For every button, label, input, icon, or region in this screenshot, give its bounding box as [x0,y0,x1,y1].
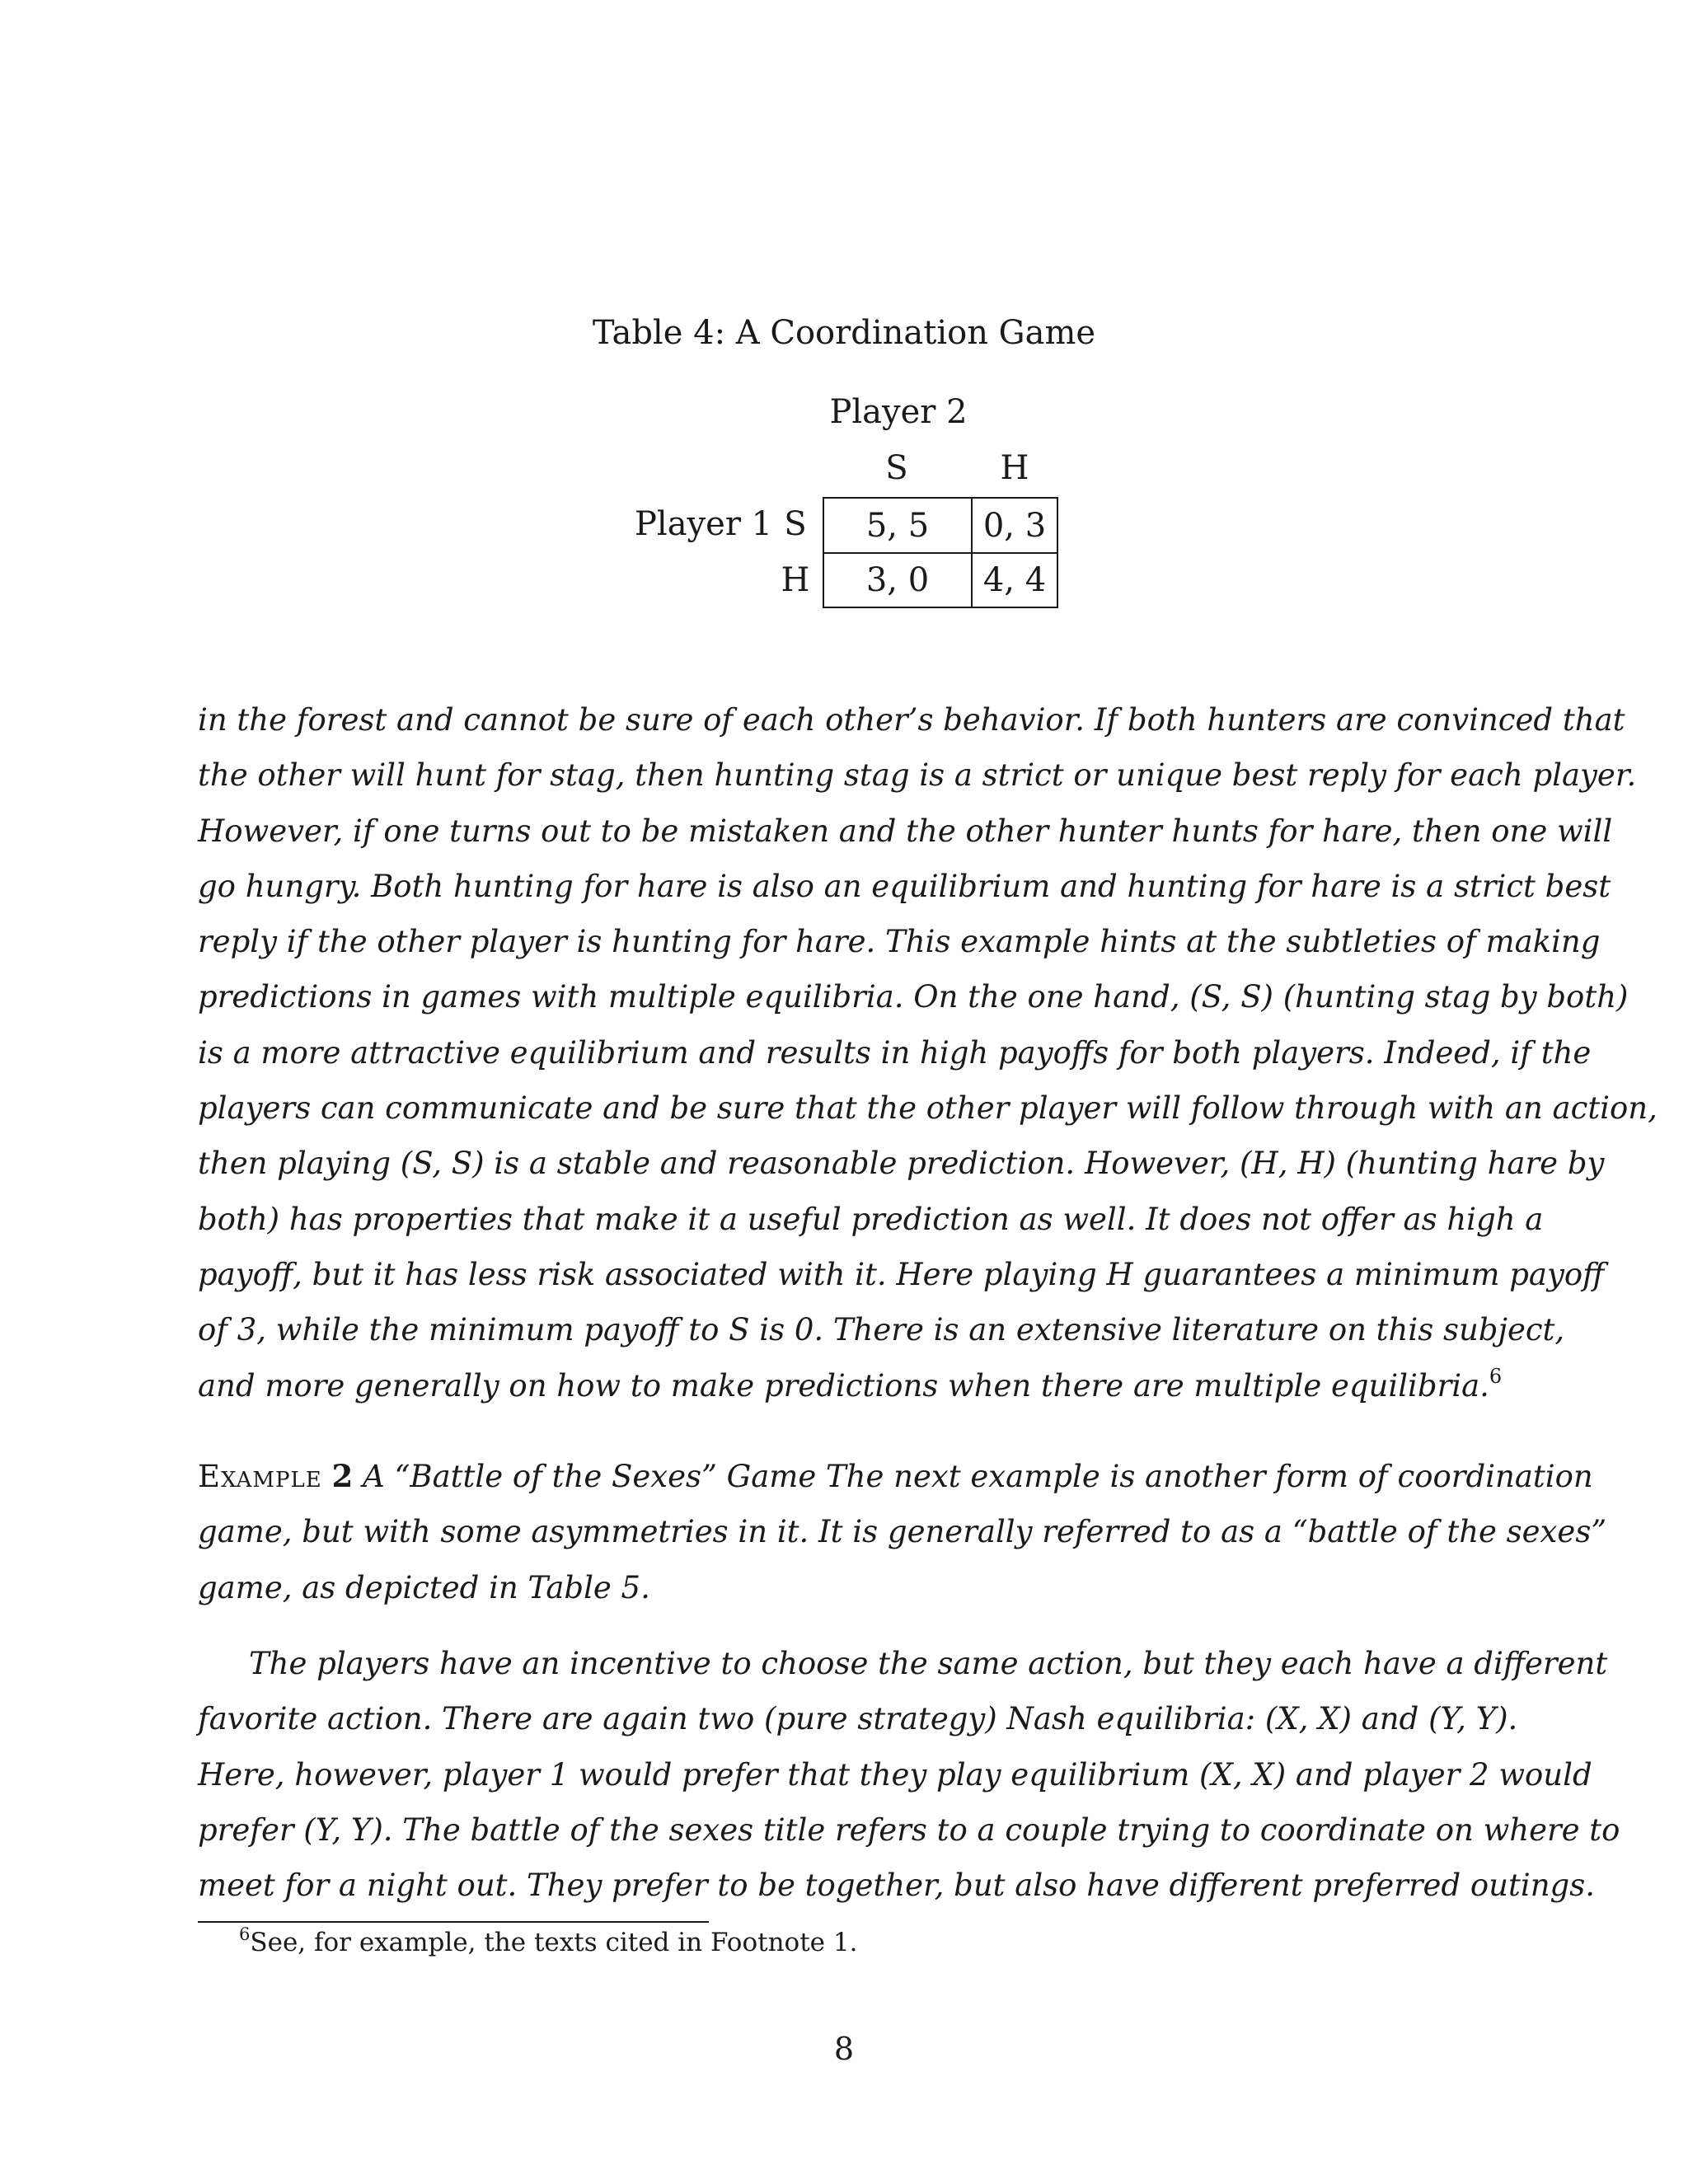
footnote-marker: 6 [239,1924,251,1944]
text-line: reply if the other player is hunting for hare. This example hints at the subtleties of making [198,924,1601,960]
example-2 [198,1449,1607,1615]
example-heading-line [198,1449,1593,1504]
body-paragraph-2 [198,1636,1620,1913]
page-number: 8 [833,2031,855,2067]
text-line: favorite action. There are again two (pure strategy) Nash equilibria: (X, X) and (Y, Y). [198,1701,1518,1737]
footnote-rule [198,1921,709,1923]
example-label: Example [198,1459,322,1494]
text-line: in the forest and cannot be sure of each other’s behavior. If both hunters are convinced that [198,702,1625,738]
text-line: game, but with some asymmetries in it. It is generally referred to as a “battle of the sexes” [198,1514,1607,1550]
text-line: prefer (Y, Y). The battle of the sexes title refers to a couple trying to coordinate on where to [198,1811,1620,1848]
footnote [239,1924,857,1961]
text-line: both) has properties that make it a useful prediction as well. It does not offer as high a [198,1201,1544,1237]
text-line: However, if one turns out to be mistaken and the other hunter hunts for hare, then one will [198,813,1613,849]
example-number: 2 [331,1458,354,1494]
text-line: go hungry. Both hunting for hare is also an equilibrium and hunting for hare is a strict best [198,868,1611,904]
text-line [198,1358,1503,1413]
footnote-reference[interactable]: 6 [1489,1364,1503,1388]
payoff-cell-s-h: 0, 3 [971,497,1058,554]
column-action-h: H [1000,449,1029,487]
example-title-text: A “Battle of the Sexes” Game The next example is another form of coordination [363,1459,1593,1494]
text-line: of 3, while the minimum payoff to S is 0. There is an extensive literature on this subject, [198,1312,1565,1348]
text-line: Here, however, player 1 would prefer that they play equilibrium (X, X) and player 2 would [198,1756,1592,1793]
text-line: The players have an incentive to choose the same action, but they each have a different [249,1646,1608,1681]
payoff-cell-h-h: 4, 4 [971,552,1058,608]
text-line: meet for a night out. They prefer to be together, but also have different preferred outings. [198,1868,1595,1904]
payoff-cell-s-s: 5, 5 [823,497,973,554]
column-player-label: Player 2 [829,393,968,431]
row-player-label: Player 1 [635,505,773,543]
text-line: then playing (S, S) is a stable and reasonable prediction. However, (H, H) (hunting hare by [198,1146,1605,1182]
text-line: the other will hunt for stag, then hunting stag is a strict or unique best reply for each player. [198,757,1637,794]
text-line: predictions in games with multiple equilibria. On the one hand, (S, S) (hunting stag by both) [198,979,1629,1015]
payoff-cell-h-s: 3, 0 [823,552,973,608]
text-line: is a more attractive equilibrium and results in high payoffs for both players. Indeed, if the [198,1034,1592,1071]
text-line: game, as depicted in Table 5. [198,1569,650,1605]
body-paragraph-1 [198,692,1658,1413]
footnote-text: See, for example, the texts cited in Footnote 1. [250,1928,858,1957]
table-caption: Table 4: A Coordination Game [592,314,1096,352]
column-action-s: S [885,449,908,487]
row-action-h: H [781,561,810,599]
text-line: players can communicate and be sure that the other player will follow through with an action, [198,1090,1658,1127]
text-line: payoff, but it has less risk associated with it. Here playing H guarantees a minimum payoff [198,1256,1605,1292]
text-line-content: and more generally on how to make predictions when there are multiple equilibria. [198,1367,1489,1404]
row-action-s: S [784,505,807,543]
